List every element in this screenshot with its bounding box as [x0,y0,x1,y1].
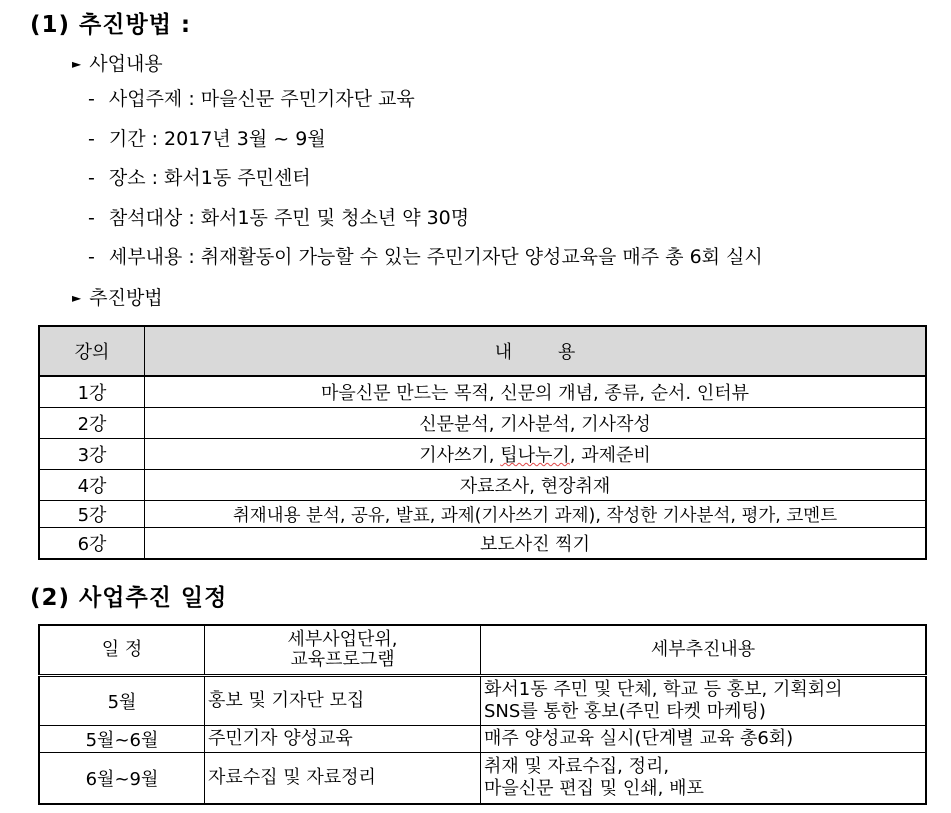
table-row: 2강 신문분석, 기사분석, 기사작성 [39,408,926,439]
list-item: - 장소 : 화서1동 주민센터 [88,167,311,189]
lecture-table [38,325,927,560]
schedule-table [38,624,927,805]
header-details: 세부추진내용 [481,625,927,676]
table-row: 5강 취재내용 분석, 공유, 발표, 과제(기사쓰기 과제), 작성한 기사분석, 평가, 코멘트 [39,501,926,528]
table-header-row [39,326,926,376]
table-row: 4강 자료조사, 현장취재 [39,470,926,501]
table-row: 3강 기사쓰기, 팁나누기, 과제준비 [39,439,926,470]
triangle-bullet-icon: ► [72,291,82,305]
table-row: 5월 홍보 및 기자단 모집 화서1동 주민 및 단체, 학교 등 홍보, 기획회의 SNS를 통한 홍보(주민 타켓 마케팅) [39,676,926,726]
table-row: 6월~9월 자료수집 및 자료정리 취재 및 자료수집, 정리, 마을신문 편집 및 인쇄, 배포 [39,753,926,805]
table-row: 1강 마을신문 만드는 목적, 신문의 개념, 종류, 순서. 인터뷰 [39,376,926,408]
table-header-row [39,625,926,676]
bullet-promotion-method [72,283,163,310]
triangle-bullet-icon: ► [72,57,82,71]
header-unit: 세부사업단위, 교육프로그램 [205,625,481,676]
list-item: - 사업주제 : 마을신문 주민기자단 교육 [88,88,415,110]
table-row: 5월~6월 주민기자 양성교육 매주 양성교육 실시(단계별 교육 총6회) [39,726,926,753]
bullet-label: 사업내용 [89,53,163,75]
bullet-business-content [72,49,163,76]
list-item: - 참석대상 : 화서1동 주민 및 청소년 약 30명 [88,207,470,229]
header-schedule: 일 정 [39,625,205,676]
header-content: 내 용 [145,326,927,376]
list-item: - 기간 : 2017년 3월 ~ 9월 [88,128,326,150]
list-item: - 세부내용 : 취재활동이 가능할 수 있는 주민기자단 양성교육을 매주 총 6회 실시 [88,246,763,268]
section2-title: (2) 사업추진 일정 [30,585,228,611]
header-lecture: 강의 [39,326,145,376]
section1-title: (1) 추진방법 : [30,12,192,38]
table-row: 6강 보도사진 찍기 [39,528,926,560]
bullet-label: 추진방법 [89,287,163,309]
